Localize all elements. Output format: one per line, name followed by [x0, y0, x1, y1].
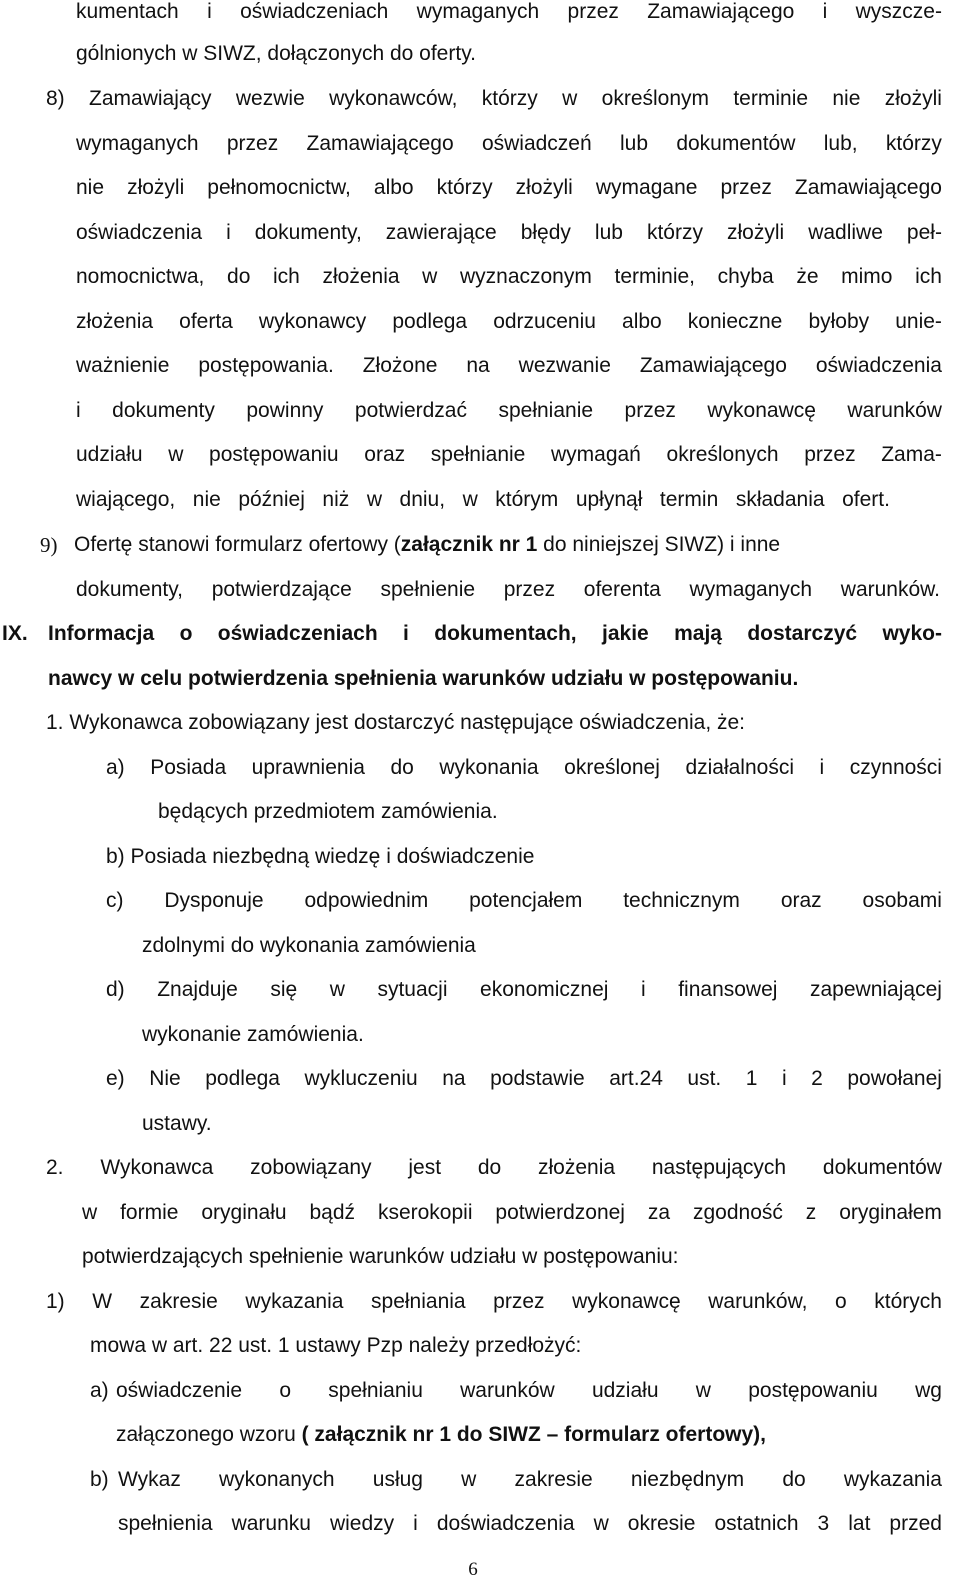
word: albo [622, 310, 662, 333]
word: wezwie [235, 87, 305, 110]
word: chyba [717, 265, 774, 288]
word: albo [373, 176, 414, 199]
word: podlega [205, 1067, 280, 1090]
word: i [413, 1512, 418, 1535]
word: spełnienie [380, 578, 476, 601]
word: Złożone [362, 354, 438, 377]
word: osobami [862, 889, 942, 912]
word: wiającego, [76, 488, 176, 511]
word: ekonomicznej [480, 978, 609, 1001]
word: wykonawcę [707, 399, 816, 422]
word: warunku [231, 1512, 311, 1535]
word: wiedzy [329, 1512, 395, 1535]
word: złożyli [127, 176, 185, 199]
word: z [805, 1201, 817, 1224]
word: lat [848, 1512, 871, 1535]
word: wykonawcę [572, 1290, 681, 1313]
word: przez [567, 0, 619, 23]
word: terminie, [614, 265, 696, 288]
word: określonych [666, 443, 779, 466]
word: a) [106, 756, 125, 779]
word: lub [594, 221, 623, 244]
word: Zamawiający [89, 87, 212, 110]
word: określonym [601, 87, 710, 110]
word: którzy [646, 221, 703, 244]
word: wykonawcy [258, 310, 367, 333]
text-line [76, 174, 942, 202]
word: wyznaczonym [459, 265, 592, 288]
word: do [227, 265, 251, 288]
text-line: będących przedmiotem zamówienia. [158, 800, 498, 823]
word: powołanej [847, 1067, 942, 1090]
word: upłynął [575, 488, 643, 511]
word: mimo [841, 265, 893, 288]
word: spełniania [371, 1290, 466, 1313]
word: Zamawiającego [639, 354, 787, 377]
text-line: załączonego wzoru ( załącznik nr 1 do SIWZ – formularz ofertowy), [116, 1423, 767, 1446]
text-line [76, 352, 942, 380]
word: konieczne [687, 310, 783, 333]
list-item [106, 1065, 942, 1093]
text-line: gólnionych w SIWZ, dołączonych do oferty. [76, 42, 476, 65]
text-line: zdolnymi do wykonania zamówienia [142, 934, 476, 957]
word: wykonawców, [329, 87, 458, 110]
word: w [168, 443, 184, 466]
word: wymagane [595, 176, 698, 199]
word: pełnomocnictw, [207, 176, 351, 199]
word: postępowania. [198, 354, 334, 377]
word: dokumentów [822, 1156, 942, 1179]
word: w [593, 1512, 609, 1535]
word: warunków [460, 1379, 555, 1402]
word: przez [226, 132, 279, 155]
word: 1) [46, 1290, 65, 1313]
word: powinny [246, 399, 324, 422]
word: ich [273, 265, 300, 288]
text-line: Ofertę stanowi formularz ofertowy (załącznik nr 1 do niniejszej SIWZ) i inne [74, 533, 781, 556]
word: Posiada [150, 756, 227, 779]
word: złożenia [76, 310, 154, 333]
word: ust. [687, 1067, 722, 1090]
word: dokumentów [676, 132, 796, 155]
word: niż [322, 488, 350, 511]
word: potwierdzonej [495, 1201, 625, 1224]
text-line [46, 85, 942, 113]
word: Dysponuje [164, 889, 264, 912]
word: Informacja [48, 622, 155, 645]
word: oświadczeń [481, 132, 592, 155]
word: i [641, 978, 646, 1001]
text-line [76, 486, 890, 514]
word: dokumentach, [434, 622, 577, 645]
word: wykazania [245, 1290, 344, 1313]
word: w [422, 265, 438, 288]
text-line [76, 397, 942, 425]
word: złożenia [537, 1156, 616, 1179]
text-line [76, 441, 942, 469]
list-marker: a) [90, 1379, 109, 1402]
word: wymaganych [689, 578, 813, 601]
word: spełnienia [118, 1512, 213, 1535]
list-marker: 9) [40, 533, 58, 557]
word: w [461, 1468, 477, 1491]
word: o [179, 622, 193, 645]
word: sytuacji [377, 978, 448, 1001]
word: wyko- [882, 622, 942, 645]
text-line [76, 308, 942, 336]
list-item [118, 1466, 942, 1494]
word: d) [106, 978, 125, 1001]
word: warunków, [708, 1290, 808, 1313]
word: ostatnich [714, 1512, 799, 1535]
text-line: mowa w art. 22 ust. 1 ustawy Pzp należy przedłożyć: [90, 1334, 582, 1357]
word: złożyli [884, 87, 942, 110]
word: nomocnictwa, [76, 265, 205, 288]
word: na [442, 1067, 466, 1090]
word: Znajduje [157, 978, 238, 1001]
word: złożenia [322, 265, 400, 288]
word: oryginałem [839, 1201, 942, 1224]
word: e) [106, 1067, 125, 1090]
word: warunków. [840, 578, 940, 601]
word: spełnianiu [328, 1379, 423, 1402]
word: spełnianie [498, 399, 594, 422]
word: okresie [627, 1512, 696, 1535]
word: których [874, 1290, 942, 1313]
word: dokumenty, [254, 221, 362, 244]
word: kserokopii [377, 1201, 473, 1224]
word: nie [76, 176, 105, 199]
word: warunków [847, 399, 942, 422]
word: w [329, 978, 345, 1001]
word: i [403, 622, 409, 645]
word: oświadczenia [76, 221, 203, 244]
word: dokumenty [112, 399, 215, 422]
word: określonej [564, 756, 660, 779]
word: przez [804, 443, 856, 466]
text-line: 1. Wykonawca zobowiązany jest dostarczyć następujące oświadczenia, że: [46, 711, 745, 734]
word: czynności [849, 756, 942, 779]
word: udziału [591, 1379, 659, 1402]
word: i [819, 756, 825, 779]
word: Zamawiającego [794, 176, 942, 199]
word: Nie [149, 1067, 181, 1090]
word: 2 [811, 1067, 823, 1090]
text-line [76, 263, 942, 291]
section-number: IX. [2, 622, 28, 645]
word: Zamawiającego [647, 0, 795, 23]
word: Zama- [881, 443, 942, 466]
word: ważnienie [76, 354, 170, 377]
word: składania [735, 488, 825, 511]
word: terminie [733, 87, 809, 110]
list-item [46, 1288, 942, 1316]
word: przez [503, 578, 556, 601]
word: ich [915, 265, 942, 288]
word: i [822, 0, 828, 23]
word: podlega [392, 310, 468, 333]
word: przed [889, 1512, 942, 1535]
text-line [46, 1154, 942, 1182]
word: w [462, 488, 478, 511]
word: termin [659, 488, 719, 511]
word: peł- [906, 221, 942, 244]
list-marker: b) [90, 1468, 109, 1491]
word: oświadczeniach [217, 622, 378, 645]
word: następujących [651, 1156, 787, 1179]
word: złożyli [727, 221, 785, 244]
word: zawierające [385, 221, 497, 244]
word: oryginału [201, 1201, 287, 1224]
word: lub [619, 132, 649, 155]
word: Wykaz [118, 1468, 181, 1491]
text-line: potwierdzających spełnienie warunków udziału w postępowaniu: [82, 1245, 679, 1268]
list-item: b) Posiada niezbędną wiedzę i doświadczenie [106, 845, 535, 868]
word: odpowiednim [304, 889, 429, 912]
word: nie [192, 488, 221, 511]
word: byłoby [808, 310, 870, 333]
word: usług [372, 1468, 423, 1491]
text-line [82, 1199, 942, 1227]
word: mają [674, 622, 722, 645]
word: 1 [745, 1067, 758, 1090]
word: na [466, 354, 490, 377]
word: bądź [309, 1201, 356, 1224]
word: do [390, 756, 414, 779]
word: jest [408, 1156, 442, 1179]
word: później [238, 488, 305, 511]
word: kumentach [76, 0, 179, 23]
word: 2. [46, 1156, 64, 1179]
word: przez [493, 1290, 545, 1313]
word: do [782, 1468, 806, 1491]
word: oświadczenie [116, 1379, 243, 1402]
word: wg [915, 1379, 942, 1402]
text-line [76, 219, 942, 247]
word: spełnianie [430, 443, 526, 466]
word: zapewniającej [810, 978, 942, 1001]
text-line: ustawy. [142, 1112, 212, 1135]
word: wykonania [439, 756, 539, 779]
word: potwierdzać [354, 399, 467, 422]
word: c) [106, 889, 124, 912]
word: wykluczeniu [304, 1067, 418, 1090]
word: unie- [895, 310, 942, 333]
word: potwierdzające [211, 578, 352, 601]
word: lub, [823, 132, 858, 155]
word: niezbędnym [630, 1468, 745, 1491]
word: Wykonawca [100, 1156, 214, 1179]
word: wykonanych [219, 1468, 335, 1491]
word: i [207, 0, 212, 23]
word: zgodność [692, 1201, 783, 1224]
word: postępowaniu [209, 443, 339, 466]
word: oraz [780, 889, 822, 912]
word: finansowej [678, 978, 778, 1001]
word: 8) [46, 87, 65, 110]
text-line [118, 1510, 942, 1538]
word: zobowiązany [250, 1156, 372, 1179]
text-line [76, 130, 942, 158]
word: W [92, 1290, 113, 1313]
word: zakresie [514, 1468, 593, 1491]
word: o [279, 1379, 292, 1402]
word: postępowaniu [748, 1379, 878, 1402]
word: którzy [885, 132, 942, 155]
word: w [82, 1201, 98, 1224]
word: którym [495, 488, 559, 511]
section-heading: nawcy w celu potwierdzenia spełnienia warunków udziału w postępowaniu. [48, 667, 799, 690]
word: i [781, 1067, 787, 1090]
word: w [562, 87, 578, 110]
word: 3 [817, 1512, 830, 1535]
word: nie [832, 87, 861, 110]
page-number: 6 [468, 1559, 478, 1580]
word: oświadczeniach [240, 0, 389, 23]
word: dniu, [399, 488, 446, 511]
word: wymaganych [76, 132, 199, 155]
text-line [76, 576, 940, 604]
word: za [647, 1201, 671, 1224]
word: przez [624, 399, 676, 422]
list-item [106, 754, 942, 782]
word: oraz [364, 443, 406, 466]
word: zakresie [139, 1290, 218, 1313]
word: Zamawiającego [306, 132, 454, 155]
word: wykazania [843, 1468, 942, 1491]
text-line [76, 0, 942, 26]
word: dokumenty, [76, 578, 183, 601]
word: i [76, 399, 81, 422]
word: złożyli [515, 176, 573, 199]
word: uprawnienia [251, 756, 365, 779]
word: w [366, 488, 382, 511]
word: wyszcze- [855, 0, 942, 23]
word: w [695, 1379, 711, 1402]
list-item [106, 887, 942, 915]
word: przez [720, 176, 772, 199]
text-line: wykonanie zamówienia. [142, 1023, 364, 1046]
word: się [270, 978, 298, 1001]
word: wadliwe [808, 221, 883, 244]
word: wymagań [550, 443, 641, 466]
word: do [477, 1156, 502, 1179]
section-heading [48, 620, 942, 648]
word: dostarczyć [747, 622, 858, 645]
word: błędy [520, 221, 571, 244]
word: i [226, 221, 231, 244]
word: ofert. [842, 488, 890, 511]
word: działalności [685, 756, 794, 779]
word: potencjałem [469, 889, 583, 912]
word: formie [120, 1201, 179, 1224]
word: podstawie [490, 1067, 585, 1090]
list-item [116, 1377, 942, 1405]
word: którzy [436, 176, 493, 199]
word: wymaganych [416, 0, 540, 23]
word: oferenta [583, 578, 661, 601]
word: że [796, 265, 819, 288]
word: wezwanie [518, 354, 611, 377]
word: którzy [481, 87, 538, 110]
list-item [106, 976, 942, 1004]
word: oświadczenia [815, 354, 942, 377]
word: doświadczenia [436, 1512, 575, 1535]
word: oferta [179, 310, 233, 333]
word: udziału [76, 443, 143, 466]
word: o [835, 1290, 847, 1313]
word: jakie [602, 622, 649, 645]
word: odrzuceniu [493, 310, 596, 333]
word: technicznym [623, 889, 740, 912]
word: art.24 [609, 1067, 663, 1090]
